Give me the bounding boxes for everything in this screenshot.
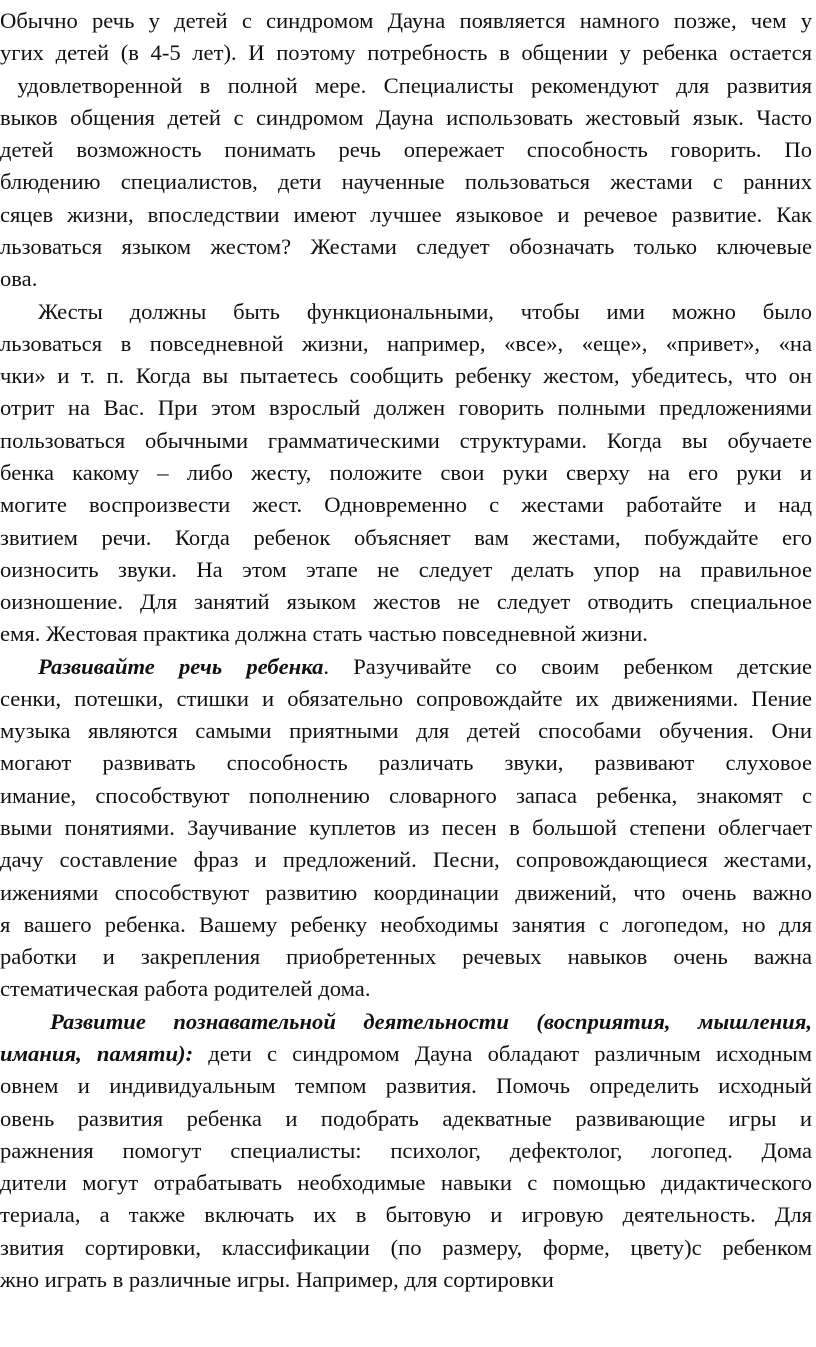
text-run: стематическая работа родителей дома. [0, 976, 371, 1002]
text-run: жно играть в различные игры. Например, для сортировки [0, 1266, 554, 1292]
text-line [0, 972, 410, 1006]
text-line [0, 1231, 812, 1265]
text-line [0, 811, 812, 845]
text-line [0, 456, 812, 490]
text-line [0, 262, 140, 296]
text-run: имание, способствуют пополнению словарного запаса ребенка, знакомят с [0, 782, 812, 808]
text-line [0, 714, 812, 748]
text-run: дители могут отрабатывать необходимые навыки с помощью дидактического [0, 1170, 812, 1196]
text-run: угих детей (в 4-5 лет). И поэтому потребность в общении у ребенка остается [0, 40, 812, 66]
text-line [0, 908, 812, 942]
text-run: отрит на Вас. При этом взрослый должен говорить полными предложениями [0, 395, 812, 421]
text-run: териала, а также включать их в бытовую и игровую деятельность. Для [0, 1202, 812, 1228]
text-run: я вашего ребенка. Вашему ребенку необходимы занятия с логопедом, но для [0, 911, 812, 937]
text-line [0, 1069, 812, 1103]
text-run: оизношение. Для занятий языком жестов не следует отводить специальное [0, 589, 812, 614]
text-line [0, 585, 812, 619]
text-line [0, 779, 812, 813]
text-run: льзоваться языком жестом? Жестами следует обозначать только ключевые [0, 234, 812, 259]
text-run: музыка являются самыми приятными для детей способами обучения. Они [0, 718, 812, 744]
text-line [0, 424, 812, 458]
text-line [0, 521, 812, 555]
text-run: детей возможность понимать речь опережает способность говорить. По [0, 137, 812, 163]
text-line [0, 1263, 618, 1297]
text-line [0, 682, 812, 716]
text-line [0, 746, 812, 780]
text-line [0, 1198, 812, 1232]
text-run: выков общения детей с синдромом Дауна использовать жестовый язык. Часто [0, 104, 812, 130]
text-line [0, 101, 812, 135]
text-line [0, 4, 812, 38]
text-line [0, 69, 812, 103]
text-line [0, 327, 812, 361]
text-run: сяцев жизни, впоследствии имеют лучшее языковое и речевое развитие. Как [0, 201, 812, 227]
text-line [50, 1005, 812, 1039]
text-run: ражнения помогут специалисты: психолог, дефектолог, логопед. Дома [0, 1137, 812, 1163]
text-run: работки и закрепления приобретенных речевых навыков очень важна [0, 944, 812, 970]
text-run: Обычно речь у детей с синдромом Дауна появляется намного позже, чем у [0, 8, 812, 33]
text-run: звития сортировки, классификации (по размеру, форме, цвету)с ребенком [0, 1234, 812, 1260]
text-line [0, 391, 812, 425]
text-line [38, 650, 812, 684]
text-run: бенка какому – либо жесту, положите свои руки сверху на его руки и [0, 459, 812, 485]
text-run: оизносить звуки. На этом этапе не следует делать упор на правильное [0, 556, 812, 582]
text-line [0, 1134, 812, 1168]
text-run: дачу составление фраз и предложений. Песни, сопровождающиеся жестами, [0, 847, 812, 873]
text-line [0, 1037, 812, 1071]
text-run: овнем и индивидуальным темпом развития. Помочь определить исходный [0, 1073, 812, 1099]
text-run: . Разучивайте со своим ребенком детские [323, 653, 812, 679]
text-run: чки» и т. п. Когда вы пытаетесь сообщить ребенку жестом, убедитесь, что он [0, 363, 812, 389]
text-run: ижениями способствуют развитию координации движений, что очень важно [0, 879, 812, 905]
text-line [0, 359, 812, 393]
text-run: льзоваться в повседневной жизни, например, «все», «еще», «привет», «на [0, 330, 812, 356]
text-run: выми понятиями. Заучивание куплетов из песен в большой степени облегчает [0, 815, 812, 840]
text-line [0, 617, 710, 651]
text-run: могите воспроизвести жест. Одновременно с жестами работайте и над [0, 492, 812, 518]
text-run: звитием речи. Когда ребенок объясняет вам жестами, побуждайте его [0, 524, 812, 550]
text-line [0, 1102, 812, 1136]
text-run: блюдению специалистов, дети наученные пользоваться жестами с ранних [0, 169, 812, 195]
text-run: могают развивать способность различать звуки, развивают слуховое [0, 750, 812, 776]
text-line [0, 230, 812, 264]
text-line [0, 198, 812, 232]
emphasis-text: Развивайте речь ребенка [38, 653, 324, 679]
text-line [0, 133, 812, 167]
text-line [0, 165, 812, 199]
emphasis-text: Развитие познавательной деятельности (восприятия, мышления, [50, 1008, 812, 1034]
text-run: ова. [0, 266, 38, 292]
text-run: сенки, потешки, стишки и обязательно сопровождайте их движениями. Пение [0, 685, 812, 711]
emphasis-text: имания, памяти): [0, 1041, 194, 1066]
text-run: дети с синдромом Дауна обладают различным исходным [193, 1041, 812, 1066]
text-line [0, 36, 812, 70]
text-line [0, 488, 812, 522]
text-line [0, 876, 812, 910]
text-run: Жесты должны быть функциональными, чтобы ими можно было [38, 298, 812, 324]
text-line [0, 940, 812, 974]
text-run: емя. Жестовая практика должна стать частью повседневной жизни. [0, 621, 648, 647]
text-line [0, 843, 812, 877]
text-line [38, 295, 812, 329]
text-run: удовлетворенной в полной мере. Специалисты рекомендуют для развития [0, 72, 812, 98]
text-run: овень развития ребенка и подобрать адекватные развивающие игры и [0, 1105, 812, 1131]
text-run: пользоваться обычными грамматическими структурами. Когда вы обучаете [0, 427, 812, 453]
text-line [0, 553, 812, 587]
text-line [0, 1166, 812, 1200]
